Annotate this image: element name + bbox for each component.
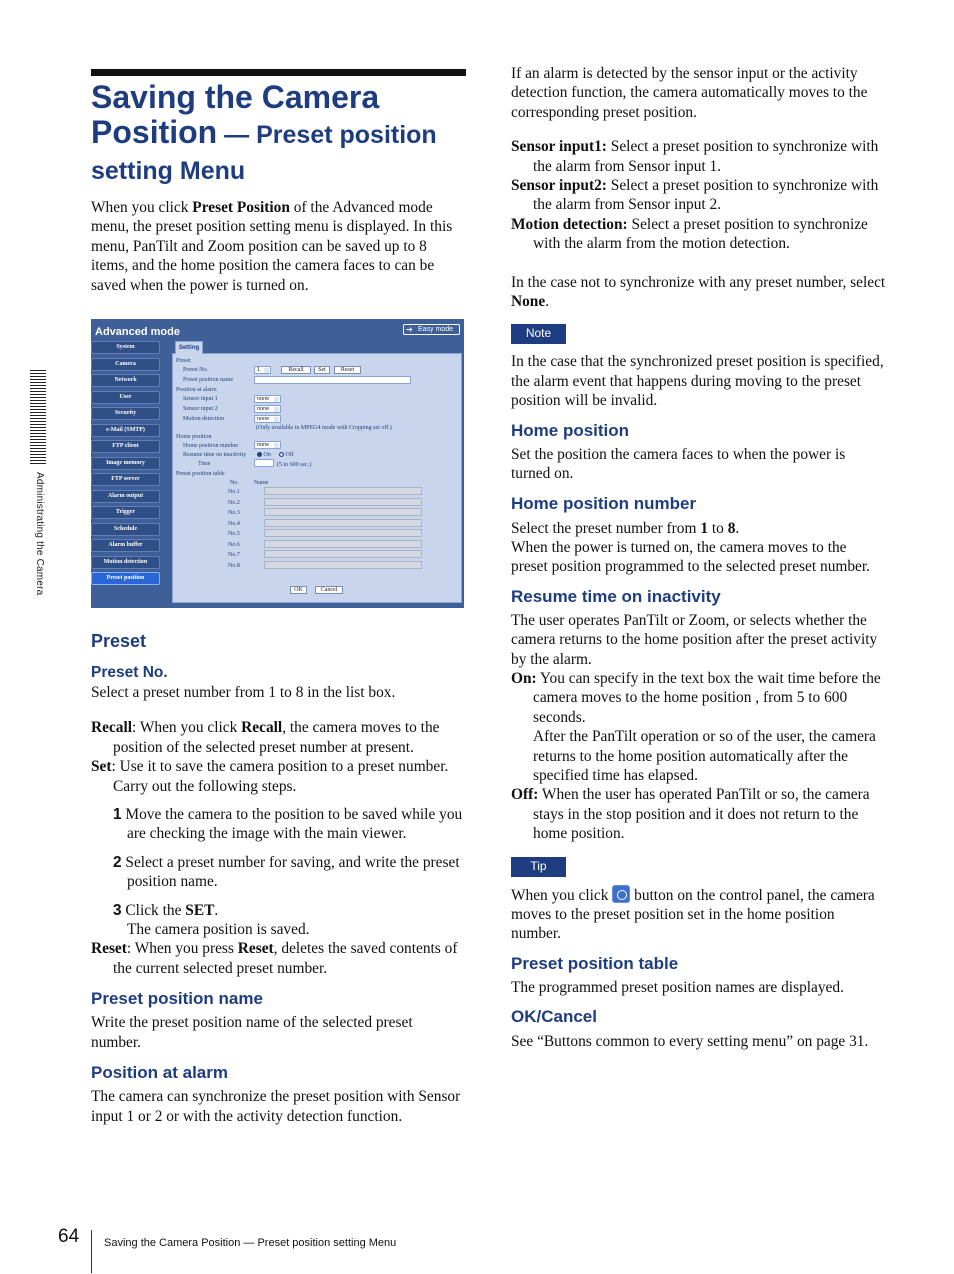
intro-paragraph: When you click Preset Position of the Advanced mode menu, the preset position setting menu is displayed. In this menu, PanTilt and Zoom position can be saved up to 8 items, and the home position the camera faces to can be saved when the power is turned on. xyxy=(91,199,453,294)
recall-button[interactable]: Recall xyxy=(281,366,311,374)
position-at-alarm-text: The camera can synchronize the preset position with Sensor input 1 or 2 or with the activity detection function. xyxy=(91,1088,461,1125)
menu-ftp-client[interactable]: FTP client xyxy=(91,440,160,453)
sensor-input2-text: Sensor input2: Select a preset position to synchronize with the alarm from Sensor input 2. xyxy=(511,177,879,214)
motion-detection-label: Motion detection xyxy=(183,416,225,422)
tip-text: When you click button on the control panel, the camera moves to the preset position set in the home position number. xyxy=(511,886,875,943)
ok-cancel-heading: OK/Cancel xyxy=(511,1007,597,1027)
table-row-no: No.2 xyxy=(228,499,240,506)
cancel-button[interactable]: Cancel xyxy=(315,586,343,594)
resume-on-radio[interactable]: On xyxy=(257,452,271,459)
menu-security[interactable]: Security xyxy=(91,407,160,420)
note-badge: Note xyxy=(511,324,566,344)
step-2: 2 Select a preset number for saving, and write the preset position name. xyxy=(113,853,460,891)
menu-email[interactable]: e-Mail (SMTP) xyxy=(91,424,160,437)
preset-section-label: Preset xyxy=(176,358,191,364)
set-button[interactable]: Set xyxy=(314,366,330,374)
home-position-number-text: Select the preset number from 1 to 8. xyxy=(511,519,740,537)
preset-heading: Preset xyxy=(91,631,147,651)
sensor-input-1-label: Sensor input 1 xyxy=(183,396,218,402)
table-col-name: Name xyxy=(254,480,269,486)
sensor-input-1-select[interactable]: none xyxy=(254,395,281,403)
reset-button[interactable]: Reset xyxy=(334,366,361,374)
menu-camera[interactable]: Camera xyxy=(91,358,160,371)
resume-time-text: The user operates PanTilt or Zoom, or selects whether the camera returns to the home position after the preset activity by the alarm. xyxy=(511,611,878,668)
menu-trigger[interactable]: Trigger xyxy=(91,506,160,519)
menu-preset-position[interactable]: Preset position xyxy=(91,572,160,585)
preset-position-name-text: Write the preset position name of the selected preset number. xyxy=(91,1014,413,1051)
step-3-result: The camera position is saved. xyxy=(127,921,310,939)
table-row-no: No.7 xyxy=(228,552,240,558)
resume-time-label: Resume time on inactivity xyxy=(183,452,247,458)
motion-detection-note: (Only available in MPEG4 mode with Cropping set off.) xyxy=(256,425,392,431)
table-row-no: No.1 xyxy=(228,489,240,495)
home-position-number-text-2: When the power is turned on, the camera moves to the preset position programmed to the selected preset number. xyxy=(511,538,871,576)
table-row-field xyxy=(264,550,422,558)
page-number: 64 xyxy=(58,1226,80,1247)
tip-badge: Tip xyxy=(511,857,566,877)
off-text: Off: When the user has operated PanTilt or so, the camera stays in the stop position and it does not return to the home position. xyxy=(511,786,870,843)
alarm-intro-text: If an alarm is detected by the sensor input or the activity detection function, the camera automatically moves to the corresponding preset position. xyxy=(511,65,868,121)
table-col-no: No. xyxy=(230,480,239,486)
menu-schedule[interactable]: Schedule xyxy=(91,523,160,536)
table-row-field xyxy=(264,487,422,495)
ok-button[interactable]: OK xyxy=(290,586,307,594)
ok-cancel-text: See “Buttons common to every setting menu” on page 31. xyxy=(511,1033,869,1051)
title-rule xyxy=(91,69,466,76)
table-row-no: No.5 xyxy=(228,531,240,537)
menu-image-memory[interactable]: Image memory xyxy=(91,457,160,470)
table-row-no: No.8 xyxy=(228,562,240,569)
menu-user[interactable]: User xyxy=(91,391,160,404)
left-column xyxy=(91,630,466,1126)
table-row-no: No.4 xyxy=(228,520,240,527)
menu-alarm-output[interactable]: Alarm output xyxy=(91,490,160,503)
motion-detection-text: Motion detection: Select a preset position to synchronize with the alarm from the motion detection. xyxy=(511,215,868,253)
preset-no-select[interactable]: 1 xyxy=(254,366,271,374)
menu-network[interactable]: Network xyxy=(91,374,160,387)
home-position-label: Home position xyxy=(176,434,212,440)
preset-table-label: Preset position table xyxy=(176,471,225,477)
note-text: In the case that the synchronized preset position is specified, the alarm event that happens during moving to the preset position will be invalid. xyxy=(511,353,884,410)
tab-setting[interactable]: Setting xyxy=(175,341,203,354)
resume-time-heading: Resume time on inactivity xyxy=(511,586,721,606)
time-input[interactable] xyxy=(254,459,274,467)
table-row-field xyxy=(264,498,422,506)
position-at-alarm-heading: Position at alarm xyxy=(91,1063,228,1083)
none-text: In the case not to synchronize with any preset number, select None. xyxy=(511,273,886,311)
table-row-no: No.3 xyxy=(228,510,240,516)
resume-off-radio[interactable]: Off xyxy=(279,452,294,459)
side-tab-label: Administrating the Camera xyxy=(34,472,45,596)
menu-motion-detection[interactable]: Motion detection xyxy=(91,556,160,569)
steps-intro: Carry out the following steps. xyxy=(113,777,297,795)
preset-position-table-text: The programmed preset position names are displayed. xyxy=(511,978,844,996)
preset-no-label: Preset No. xyxy=(183,367,208,373)
step-1: 1 Move the camera to the position to be saved while you are checking the image with the main viewer. xyxy=(113,806,463,843)
easy-mode-button[interactable]: ➔ Easy mode xyxy=(403,324,460,335)
menu-alarm-buffer[interactable]: Alarm buffer xyxy=(91,539,160,552)
preset-name-input[interactable] xyxy=(254,376,411,384)
recall-text: Recall: When you click Recall, the camera moves to the position of the selected preset number at present. xyxy=(91,719,440,756)
preset-position-name-heading: Preset position name xyxy=(91,989,263,1009)
position-at-alarm-label: Position at alarm xyxy=(176,387,217,393)
right-column xyxy=(511,64,886,1052)
home-position-number-label: Home position number xyxy=(183,443,239,449)
motion-detection-select[interactable]: none xyxy=(254,415,281,423)
preset-no-text: Select a preset number from 1 to 8 in the list box. xyxy=(91,684,396,701)
table-row-field xyxy=(264,529,422,537)
home-position-heading: Home position xyxy=(511,420,630,440)
sensor-input-2-select[interactable]: none xyxy=(254,405,281,413)
advanced-mode-screenshot xyxy=(91,319,464,608)
time-label: Time xyxy=(198,461,211,467)
preset-no-heading: Preset No. xyxy=(91,664,168,681)
radio-off-icon xyxy=(279,452,284,457)
table-row-field xyxy=(264,561,422,569)
sensor-input-2-label: Sensor input 2 xyxy=(183,406,218,412)
side-tab-stripes xyxy=(30,370,46,466)
table-row-field xyxy=(264,519,422,527)
home-position-number-heading: Home position number xyxy=(511,493,697,513)
on-text: On: You can specify in the text box the wait time before the camera moves to the home position , from 5 to 600 seconds. xyxy=(511,669,881,726)
radio-on-icon xyxy=(257,452,262,457)
table-row-field xyxy=(264,508,422,516)
page-title: Saving the Camera Position — Preset position setting Menu xyxy=(91,79,437,185)
footer-rule xyxy=(91,1230,92,1273)
sensor-input1-text: Sensor input1: Select a preset position to synchronize with the alarm from Sensor input 1. xyxy=(511,138,879,175)
menu-system[interactable]: System xyxy=(91,341,160,354)
home-position-button-icon xyxy=(612,885,630,903)
footer-title: Saving the Camera Position — Preset position setting Menu xyxy=(104,1237,397,1249)
home-position-number-select[interactable]: none xyxy=(254,441,281,449)
table-row-field xyxy=(264,540,422,548)
advanced-mode-header: Advanced mode xyxy=(95,326,180,338)
time-range-note: (5 to 600 sec.) xyxy=(277,462,312,468)
home-position-text: Set the position the camera faces to when the power is turned on. xyxy=(511,445,846,483)
set-text: Set: Use it to save the camera position to a preset number. xyxy=(91,758,449,776)
table-row-no: No.6 xyxy=(228,541,240,548)
step-3: 3 Click the SET. xyxy=(113,901,219,919)
preset-name-label: Preset position name xyxy=(183,377,233,383)
reset-text: Reset: When you press Reset, deletes the saved contents of the current selected preset number. xyxy=(91,940,458,977)
preset-position-table-heading: Preset position table xyxy=(511,953,679,973)
menu-ftp-server[interactable]: FTP server xyxy=(91,473,160,486)
on-text-2: After the PanTilt operation or so of the user, the camera returns to the home position automatically after the specified time has elapsed. xyxy=(533,728,876,784)
